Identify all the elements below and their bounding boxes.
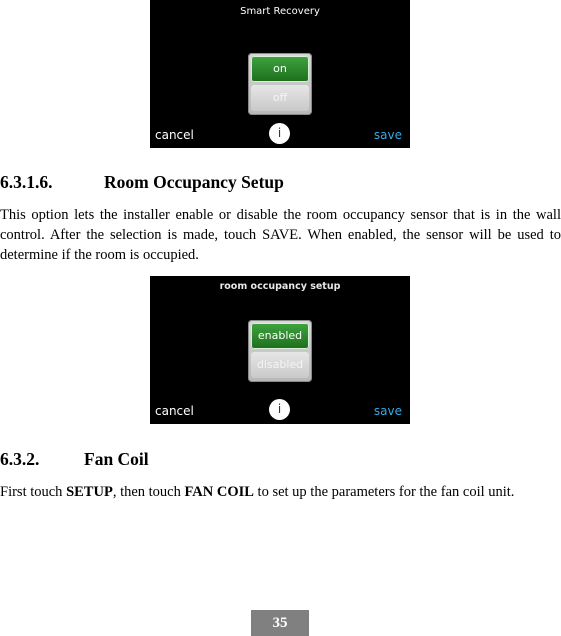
on-off-toggle[interactable]: [248, 53, 312, 115]
option-off[interactable]: off: [251, 85, 309, 111]
section-body: This option lets the installer enable or disable the room occupancy sensor that is in the wall control. After the selection is made, touch SAVE. When enabled, the sensor will be used to determine if the room is occupied.: [0, 207, 561, 263]
body-bold-fan-coil: FAN COIL: [184, 484, 254, 500]
option-on[interactable]: on: [251, 56, 309, 82]
info-icon[interactable]: i: [269, 123, 290, 144]
screen-title: Smart Recovery: [240, 6, 320, 17]
section-number: 6.3.1.6.: [0, 172, 53, 192]
enabled-disabled-toggle[interactable]: [248, 320, 312, 382]
section-title: Fan Coil: [84, 449, 149, 469]
section-body: [0, 482, 561, 502]
screen-title: room occupancy setup: [219, 281, 341, 292]
info-icon[interactable]: i: [269, 399, 290, 420]
save-button[interactable]: save: [373, 128, 402, 142]
cancel-button[interactable]: cancel: [155, 404, 194, 418]
room-occupancy-screen: [150, 276, 410, 424]
cancel-button[interactable]: cancel: [155, 128, 194, 142]
body-text: , then touch: [112, 484, 185, 500]
page-number: 35: [251, 610, 309, 636]
option-disabled[interactable]: disabled: [251, 352, 309, 378]
body-text: to set up the parameters for the fan coil unit.: [253, 484, 515, 500]
section-number: 6.3.2.: [0, 449, 40, 469]
section-title: Room Occupancy Setup: [104, 172, 284, 192]
save-button[interactable]: save: [373, 404, 402, 418]
body-text: First touch: [0, 484, 67, 500]
smart-recovery-screen: [150, 0, 410, 148]
body-bold-setup: SETUP: [66, 484, 113, 500]
option-enabled[interactable]: enabled: [251, 323, 309, 349]
